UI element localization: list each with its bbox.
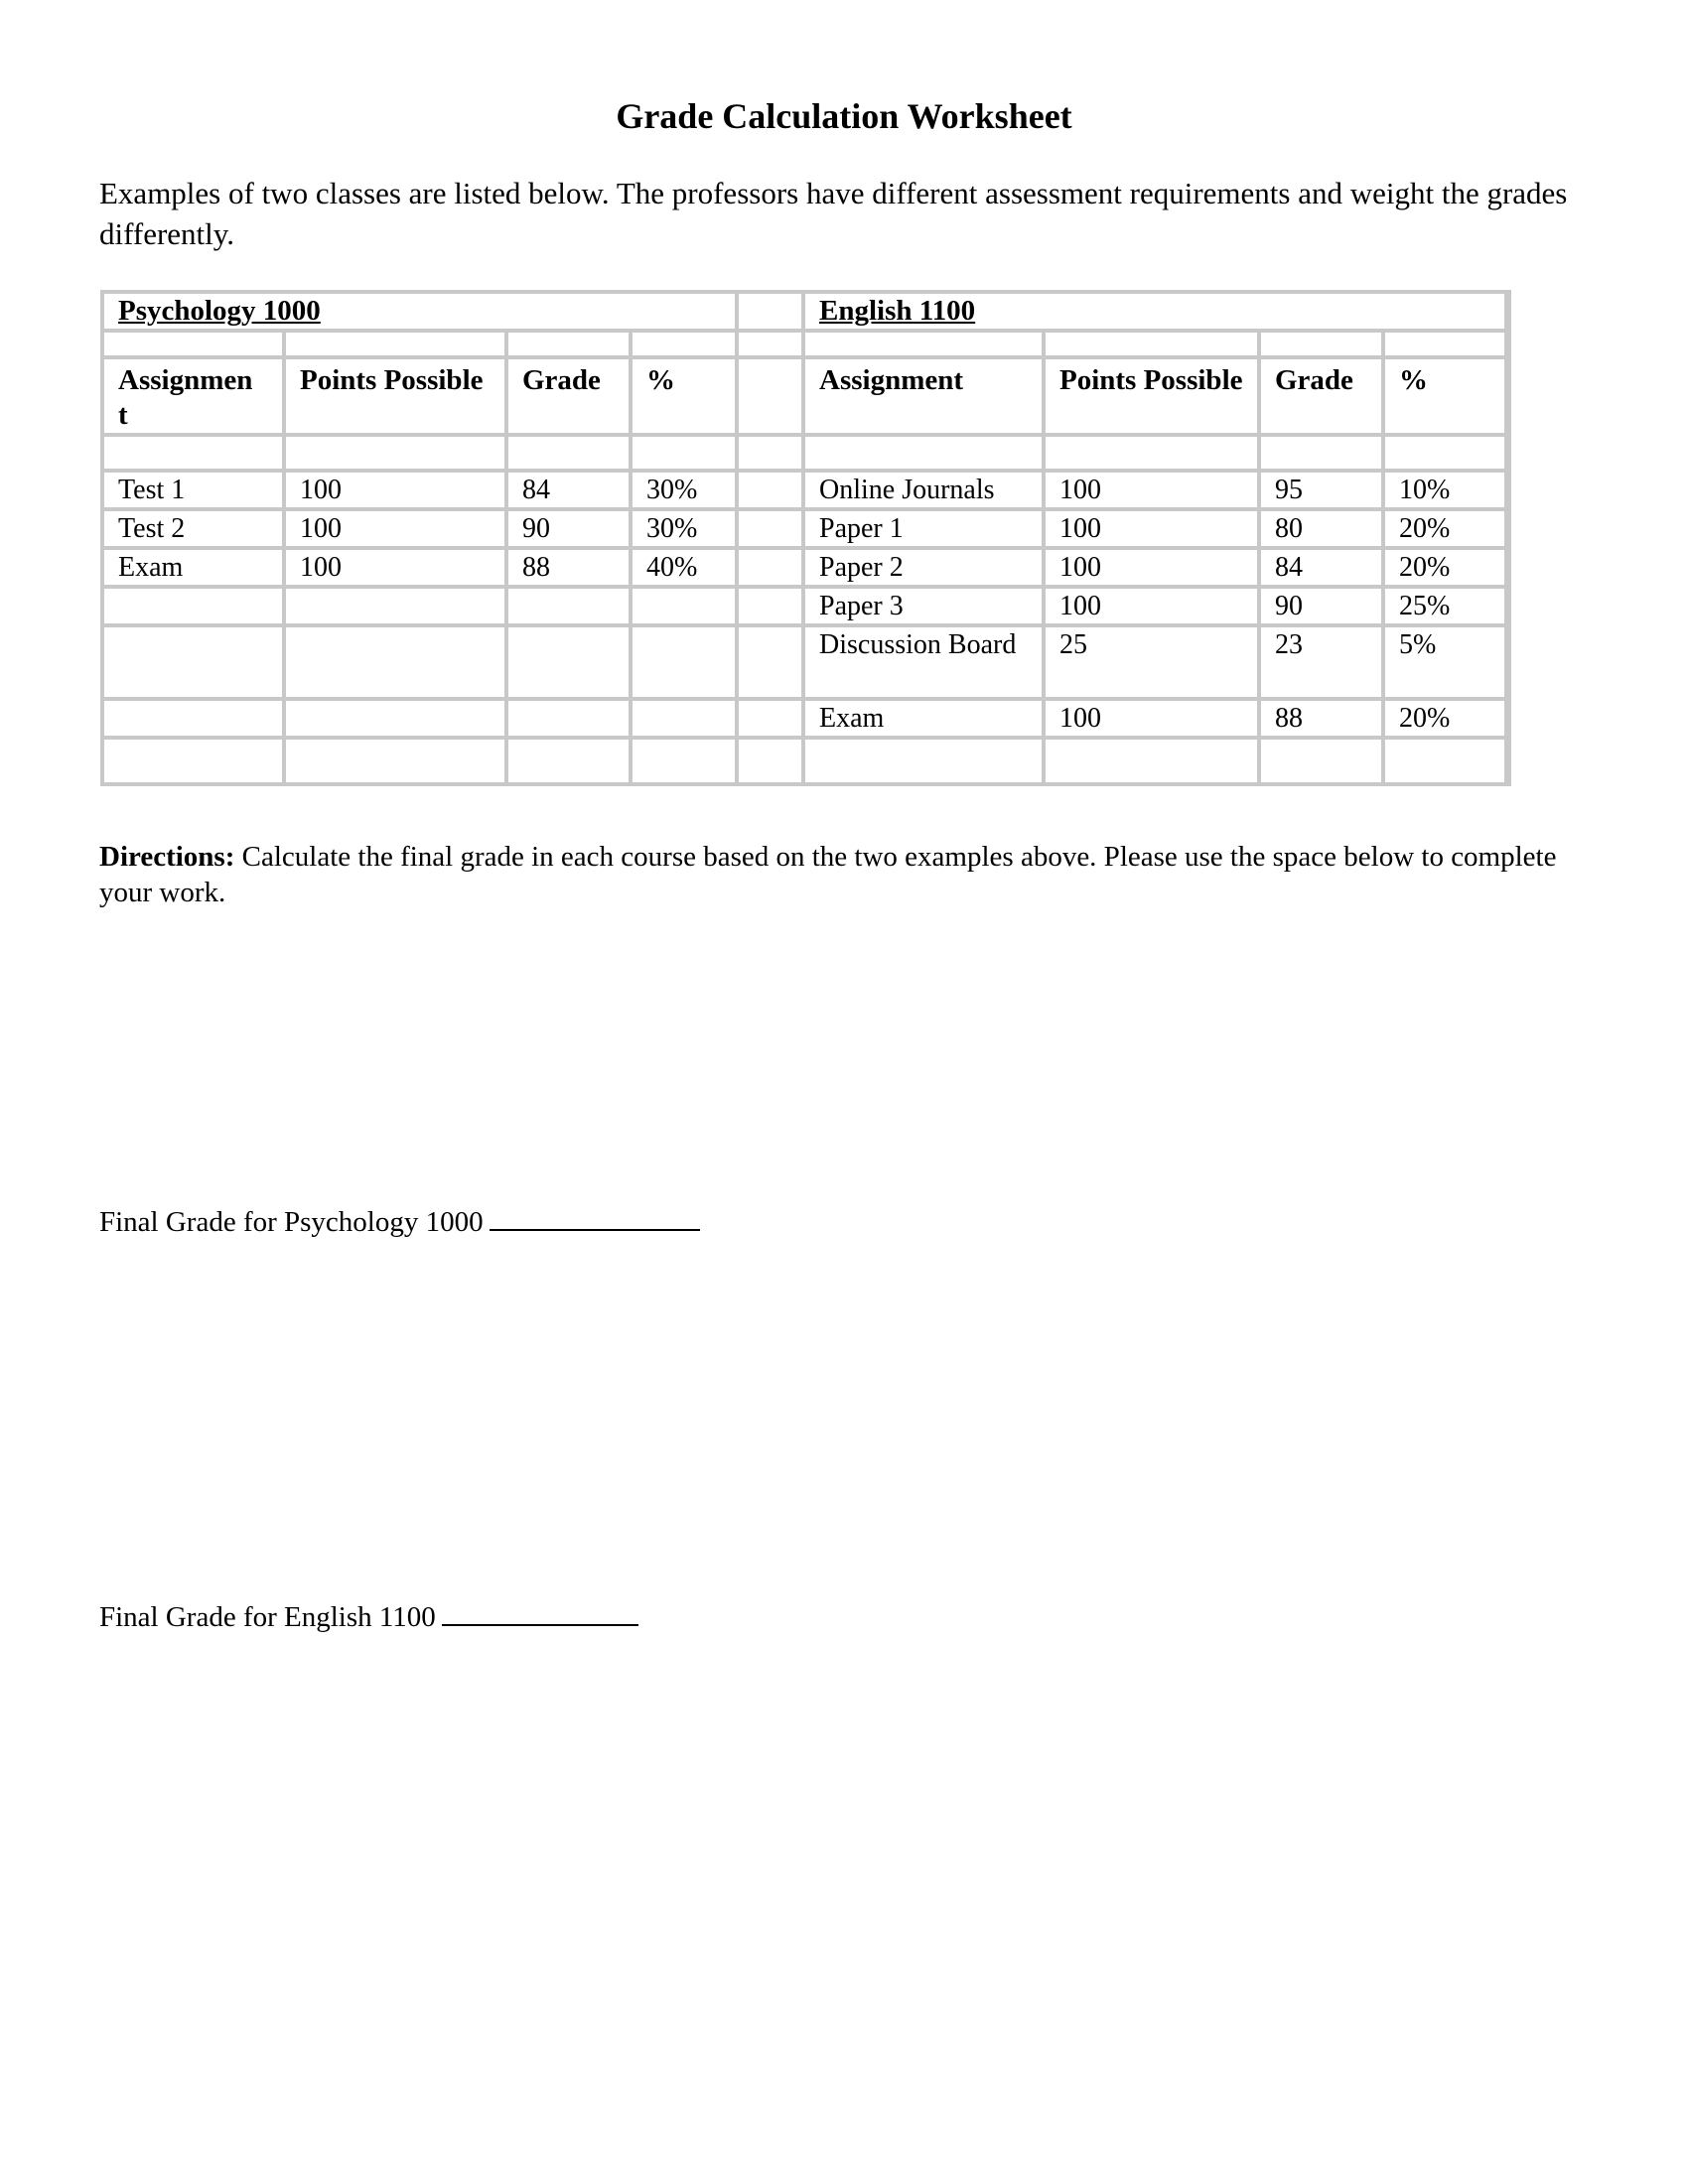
psych-header-grade: Grade: [506, 357, 631, 435]
english-cell: 25%: [1383, 587, 1506, 625]
english-cell: 88: [1259, 699, 1383, 738]
psych-header-percent: %: [631, 357, 737, 435]
english-cell: 5%: [1383, 625, 1506, 699]
english-cell: 20%: [1383, 509, 1506, 548]
directions-text: Calculate the final grade in each course based on the two examples above. Please use the space below to complete your work.: [99, 841, 1557, 908]
psych-cell: 40%: [631, 548, 737, 587]
english-cell: Discussion Board: [803, 625, 1044, 699]
table-row: [102, 471, 1506, 509]
psych-cell: 90: [506, 509, 631, 548]
english-header-grade: Grade: [1259, 357, 1383, 435]
english-cell: 84: [1259, 548, 1383, 587]
english-cell: 95: [1259, 471, 1383, 509]
english-cell: 100: [1044, 471, 1259, 509]
english-cell: 90: [1259, 587, 1383, 625]
psych-header-points: Points Possible: [284, 357, 506, 435]
psych-cell: 88: [506, 548, 631, 587]
english-cell: 23: [1259, 625, 1383, 699]
english-cell: 25: [1044, 625, 1259, 699]
psych-cell: 100: [284, 548, 506, 587]
english-cell: 20%: [1383, 699, 1506, 738]
table-row: [102, 548, 1506, 587]
psych-course-title: Psychology 1000: [118, 295, 321, 327]
english-cell: 100: [1044, 509, 1259, 548]
english-cell: Paper 1: [803, 509, 1044, 548]
intro-paragraph: Examples of two classes are listed below. The professors have different assessment requirements and weight the grades differently.: [99, 176, 1568, 251]
english-header-points: Points Possible: [1044, 357, 1259, 435]
table-row: [102, 699, 1506, 738]
english-cell: 80: [1259, 509, 1383, 548]
final-grade-english: [99, 1596, 638, 1635]
final-grade-english-label: Final Grade for English 1100: [99, 1601, 436, 1633]
english-cell: 10%: [1383, 471, 1506, 509]
english-cell: 20%: [1383, 548, 1506, 587]
english-cell: Online Journals: [803, 471, 1044, 509]
english-cell: 100: [1044, 548, 1259, 587]
final-grade-psychology: [99, 1201, 700, 1240]
final-grade-english-blank[interactable]: [442, 1596, 638, 1626]
psych-cell: 100: [284, 509, 506, 548]
english-course-title: English 1100: [819, 295, 976, 327]
directions-lead: Directions:: [99, 841, 235, 873]
directions-paragraph: [99, 839, 1609, 910]
psych-cell: Test 1: [102, 471, 284, 509]
english-cell: 100: [1044, 587, 1259, 625]
final-grade-psychology-blank[interactable]: [490, 1201, 700, 1231]
psych-cell: Exam: [102, 548, 284, 587]
psych-cell: Test 2: [102, 509, 284, 548]
english-header-assignment: Assignment: [803, 357, 1044, 435]
page-title: Grade Calculation Worksheet: [616, 96, 1072, 136]
final-grade-psychology-label: Final Grade for Psychology 1000: [99, 1206, 484, 1238]
psych-course-cell: [102, 292, 737, 331]
psych-header-assignment: Assignmen t: [102, 357, 284, 435]
english-cell: Exam: [803, 699, 1044, 738]
psych-cell: 30%: [631, 509, 737, 548]
table-row: [102, 587, 1506, 625]
psych-cell: 84: [506, 471, 631, 509]
english-cell: 100: [1044, 699, 1259, 738]
table-row: [102, 509, 1506, 548]
psych-cell: 100: [284, 471, 506, 509]
psych-cell: 30%: [631, 471, 737, 509]
english-course-cell: [803, 292, 1506, 331]
english-cell: Paper 3: [803, 587, 1044, 625]
grades-table: [100, 290, 1511, 786]
english-header-percent: %: [1383, 357, 1506, 435]
english-cell: Paper 2: [803, 548, 1044, 587]
table-row: [102, 625, 1506, 699]
